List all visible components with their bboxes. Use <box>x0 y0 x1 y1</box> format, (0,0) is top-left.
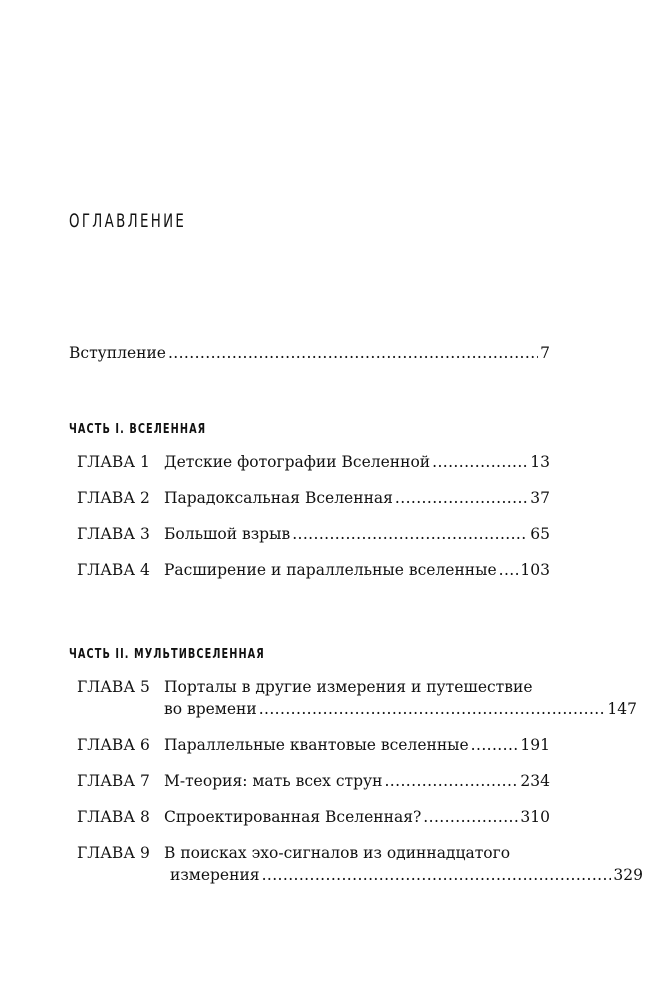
toc-entry-chapter-4[interactable] <box>77 559 550 581</box>
chapter-title: Спроектированная Вселенная? <box>164 808 422 826</box>
chapter-title: Детские фотографии Вселенной <box>164 453 431 471</box>
page-number: 103 <box>520 561 550 579</box>
chapter-title-line1: В поисках эхо-сигналов из одиннадцатого <box>164 844 511 862</box>
chapter-title-line1: Порталы в другие измерения и путешествие <box>164 678 533 696</box>
chapter-label: ГЛАВА 7 <box>77 772 150 790</box>
toc-entry-chapter-3[interactable] <box>77 523 550 545</box>
dot-leader <box>292 523 528 545</box>
chapter-label: ГЛАВА 4 <box>77 561 150 579</box>
toc-entry-intro[interactable] <box>69 342 550 364</box>
toc-entry-chapter-7[interactable] <box>77 770 550 792</box>
chapter-label: ГЛАВА 6 <box>77 736 150 754</box>
page-number: 37 <box>530 489 550 507</box>
toc-title: ОГЛАВЛЕНИЕ <box>69 210 187 232</box>
dot-leader <box>423 806 518 828</box>
dot-leader <box>395 487 528 509</box>
part-heading: ЧАСТЬ I. ВСЕЛЕННАЯ <box>69 421 207 437</box>
page-number: 7 <box>540 344 550 362</box>
page-number: 13 <box>530 453 550 471</box>
chapter-title: Парадоксальная Вселенная <box>164 489 393 507</box>
page-number: 65 <box>530 525 550 543</box>
toc-entry-chapter-9[interactable] <box>77 842 643 886</box>
toc-entry-chapter-5[interactable] <box>77 676 637 720</box>
chapter-title: во времени <box>164 700 257 718</box>
chapter-label: ГЛАВА 8 <box>77 808 150 826</box>
dot-leader <box>471 734 519 756</box>
chapter-title: Параллельные квантовые вселенные <box>164 736 469 754</box>
dot-leader <box>259 698 606 720</box>
page-number: 310 <box>520 808 550 826</box>
toc-entry-chapter-8[interactable] <box>77 806 550 828</box>
entry-title: Вступление <box>69 344 166 362</box>
toc-entry-chapter-2[interactable] <box>77 487 550 509</box>
dot-leader <box>384 770 518 792</box>
chapter-title: М-теория: мать всех струн <box>164 772 383 790</box>
chapter-label: ГЛАВА 5 <box>77 678 150 696</box>
toc-entry-chapter-6[interactable] <box>77 734 550 756</box>
dot-leader <box>499 559 519 581</box>
chapter-title: Расширение и параллельные вселенные <box>164 561 497 579</box>
chapter-title: Большой взрыв <box>164 525 291 543</box>
chapter-label: ГЛАВА 1 <box>77 453 150 471</box>
dot-leader <box>168 342 538 364</box>
page-number: 329 <box>613 866 643 884</box>
chapter-title: измерения <box>170 866 260 884</box>
dot-leader <box>262 864 612 886</box>
dot-leader <box>432 451 528 473</box>
page-number: 191 <box>520 736 550 754</box>
page-number: 234 <box>520 772 550 790</box>
chapter-label: ГЛАВА 9 <box>77 844 150 862</box>
toc-entry-chapter-1[interactable] <box>77 451 550 473</box>
page-number: 147 <box>607 700 637 718</box>
part-heading: ЧАСТЬ II. МУЛЬТИВСЕЛЕННАЯ <box>69 646 265 662</box>
chapter-label: ГЛАВА 3 <box>77 525 150 543</box>
chapter-label: ГЛАВА 2 <box>77 489 150 507</box>
